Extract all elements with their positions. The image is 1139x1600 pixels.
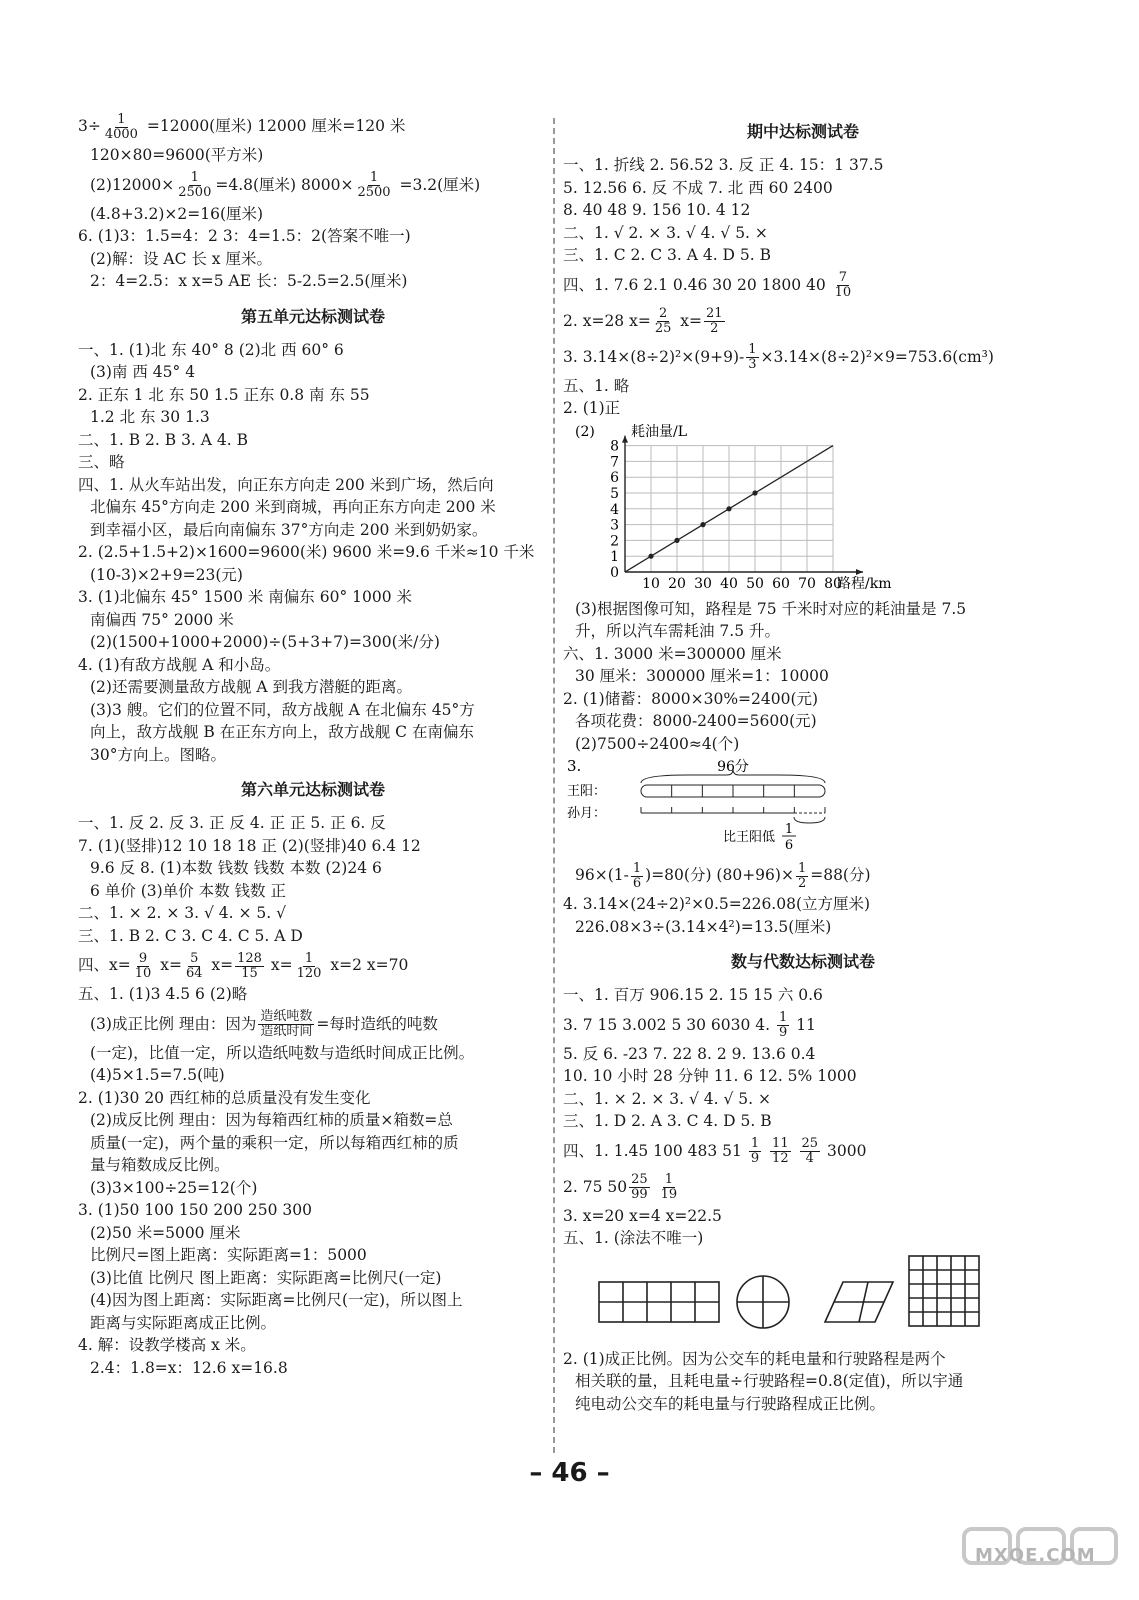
data-point: [700, 522, 705, 527]
answer-line: 二、1. B 2. B 3. A 4. B: [78, 430, 249, 449]
x-axis-label: 路程/km: [837, 575, 892, 592]
shading-shapes: [563, 1252, 983, 1342]
answer-line: 三、1. B 2. C 3. C 4. C 5. A D: [78, 926, 303, 945]
answer-line: 3. (1)50 100 150 200 250 300: [78, 1201, 312, 1219]
y-tick-label: 1: [610, 548, 619, 565]
data-point: [726, 506, 731, 511]
fraction: $\frac{1}{120}$: [296, 950, 322, 981]
total-label: 96分: [717, 759, 749, 775]
answer-line: 2. x=28 x= $\frac{2}{25}$ x= $\frac{21}{2}$: [563, 306, 723, 336]
section-title: 第五单元达标测试卷: [240, 306, 385, 326]
x-tick-label: 20: [668, 575, 686, 592]
fraction: $\frac{1}{2500}$: [357, 170, 391, 200]
answer-line: 一、1. (1)北 东 40° 8 (2)北 西 60° 6: [78, 340, 344, 359]
answer-line: 9.6 反 8. (1)本数 钱数 钱数 本数 (2)24 6: [90, 859, 382, 877]
answer-line: 96×(1- $\frac{1}{6}$ )=80(分) (80+96)× $\frac{1}{2}$ =88(分): [575, 860, 871, 891]
answer-line: (2)(1500+1000+2000)÷(5+3+7)=300(米/分): [90, 633, 440, 651]
fraction: $\frac{9}{10}$: [134, 950, 152, 981]
column-divider: [553, 118, 555, 1453]
x-tick-label: 80: [824, 575, 842, 592]
section-title: 数与代数达标测试卷: [730, 952, 875, 971]
answer-line: 10. 10 小时 28 分钟 11. 6 12. 5% 1000: [563, 1067, 857, 1085]
answer-line: 5. 反 6. -23 7. 22 8. 2 9. 13.6 0.4: [563, 1044, 816, 1063]
fraction: $\frac{1}{19}$: [660, 1172, 678, 1202]
y-tick-label: 7: [610, 453, 619, 470]
fraction: $\frac{25}{99}$: [631, 1172, 648, 1202]
fraction: $\frac{1}{3}$: [748, 342, 757, 372]
fraction: $\frac{128}{15}$: [237, 950, 262, 981]
answer-line: 3. x=20 x=4 x=22.5: [563, 1206, 722, 1225]
answer-line: 五、1. (1)3 4.5 6 (2)略: [78, 985, 248, 1003]
x-tick-label: 30: [694, 575, 712, 592]
fraction: $\frac{\text{造纸吨数}}{\text{造纸时间}}$: [260, 1009, 313, 1039]
y-arrow: [622, 435, 628, 442]
square-grid: [909, 1256, 979, 1326]
answer-line: 二、1. √ 2. × 3. √ 4. √ 5. ×: [563, 223, 768, 242]
fraction: $\frac{1}{9}$: [750, 1136, 760, 1166]
y-tick-label: 8: [610, 438, 619, 455]
fraction: $\frac{7}{10}$: [834, 270, 852, 300]
data-point: [648, 553, 653, 558]
answer-line: 226.08×3÷(3.14×4²)=13.5(厘米): [575, 917, 832, 936]
answer-line: 8. 40 48 9. 156 10. 4 12: [563, 201, 751, 219]
answer-line: (2)7500÷2400≈4(个): [575, 734, 740, 753]
watermark-text: MXQE.COM: [975, 1545, 1096, 1566]
answer-line: 各项花费：8000-2400=5600(元): [575, 712, 817, 730]
answer-line: 2. (1)正: [563, 399, 621, 417]
answer-line: 4. 解：设教学楼高 x 米。: [78, 1336, 256, 1354]
x-arrow: [856, 569, 863, 575]
answer-line: 6. (1)3：1.5=4：2 3：4=1.5：2(答案不唯一): [78, 227, 411, 245]
answer-line: (3)3×100÷25=12(个): [90, 1178, 258, 1197]
answer-line: (2)50 米=5000 厘米: [90, 1223, 241, 1242]
fraction: $\frac{11}{12}$: [772, 1136, 789, 1166]
answer-line: 相关联的量，且耗电量÷行驶路程=0.8(定值)，所以宇通: [575, 1372, 964, 1390]
answer-line: 一、1. 百万 906.15 2. 15 15 六 0.6: [563, 986, 823, 1004]
answer-line: 30 厘米：300000 厘米=1：10000: [575, 667, 829, 685]
answer-line: 一、1. 折线 2. 56.52 3. 反 正 4. 15：1 37.5: [563, 156, 884, 174]
fraction: $\frac{21}{2}$: [706, 306, 723, 336]
answer-line: 距离与实际距离成正比例。: [90, 1313, 277, 1332]
answer-line: 30°方向上。图略。: [90, 745, 226, 764]
answer-line: 六、1. 3000 米=300000 厘米: [563, 644, 782, 663]
graph-figure: [563, 422, 1043, 596]
answer-line: 升，所以汽车需耗油 7.5 升。: [575, 622, 781, 640]
answer-line: 三、1. C 2. C 3. A 4. D 5. B: [563, 246, 772, 264]
answer-line: 四、x= $\frac{9}{10}$ x= $\frac{5}{64}$ x= $\frac{128}{15}$ x= $\frac{1}{120}$ x=2 x=70: [78, 950, 409, 981]
diff-text: 比王阳低: [722, 830, 775, 845]
answer-line: 2. 75 50 $\frac{25}{99}$ $\frac{1}{19}$: [563, 1172, 678, 1202]
answer-line: 纯电动公交车的耗电量与行驶路程成正比例。: [575, 1394, 886, 1413]
answer-line: (4)因为图上距离：实际距离=比例尺(一定)，所以图上: [90, 1291, 463, 1309]
x-tick-label: 50: [746, 575, 764, 592]
answer-line: 2. (1)储蓄：8000×30%=2400(元): [563, 689, 819, 708]
answer-line: 四、1. 1.45 100 483 51 $\frac{1}{9}$ $\frac{11}{12}$ $\frac{25}{4}$ 3000: [563, 1136, 867, 1166]
answer-line: 一、1. 反 2. 反 3. 正 反 4. 正 正 5. 正 6. 反: [78, 814, 386, 832]
answer-line: 量与箱数成反比例。: [90, 1156, 230, 1174]
y-tick-label: 5: [610, 485, 619, 502]
answer-line: 2.4：1.8=x：12.6 x=16.8: [90, 1358, 288, 1377]
answer-line: 二、1. × 2. × 3. √ 4. √ 5. ×: [563, 1089, 772, 1108]
y-tick-label: 4: [610, 501, 619, 518]
page-number: – 46 –: [529, 1458, 610, 1488]
answer-line: (2)12000× $\frac{1}{2500}$ =4.8(厘米) 8000× $\frac{1}{2500}$ =3.2(厘米): [90, 170, 481, 200]
answer-line: 4. (1)有敌方战舰 A 和小岛。: [78, 655, 281, 674]
fraction: $\frac{1}{9}$: [778, 1010, 788, 1040]
answer-line: (3)成正比例 理由：因为 $\frac{\text{造纸吨数}}{\text{造纸时间}}$ =每时造纸的吨数: [90, 1009, 438, 1039]
x-tick-label: 60: [772, 575, 790, 592]
fraction: $\frac{25}{4}$: [801, 1136, 819, 1166]
answer-line: 三、略: [78, 453, 125, 471]
answer-line: 向上，敌方战舰 B 在正东方向上，敌方战舰 C 在南偏东: [90, 723, 474, 741]
fraction: $\frac{1}{2}$: [797, 860, 807, 891]
data-point: [674, 537, 679, 542]
y-tick-label: 6: [610, 469, 619, 486]
section-title: 第六单元达标测试卷: [240, 780, 385, 799]
answer-line: 5. 12.56 6. 反 不成 7. 北 西 60 2400: [563, 178, 833, 197]
right-column: [563, 108, 1043, 1415]
x-tick-label: 10: [642, 575, 660, 592]
segment-figure: [563, 757, 1043, 855]
answer-line: 五、1. (涂法不唯一): [563, 1229, 704, 1247]
answer-line: (4)5×1.5=7.5(吨): [90, 1066, 225, 1084]
answer-line: 2. (1)30 20 西红柿的总质量没有发生变化: [78, 1088, 371, 1107]
answer-line: 3÷ $\frac{1}{4000}$ =12000(厘米) 12000 厘米=120 米: [78, 111, 406, 142]
answer-line: 到幸福小区，最后向南偏东 37°方向走 200 米到奶奶家。: [90, 520, 488, 539]
shapes-figure: [563, 1252, 1043, 1346]
answer-line: 2. (1)成正比例。因为公交车的耗电量和行驶路程是两个: [563, 1349, 946, 1368]
answer-line: 质量(一定)，两个量的乘积一定，所以每箱西红柿的质: [90, 1133, 459, 1152]
answer-line: (2)成反比例 理由：因为每箱西红柿的质量×箱数=总: [90, 1111, 453, 1129]
answer-line: 4. 3.14×(24÷2)²×0.5=226.08(立方厘米): [563, 895, 871, 913]
answer-line: 2. 正东 1 北 东 50 1.5 正东 0.8 南 东 55: [78, 385, 370, 404]
segment-diagram: [563, 757, 853, 851]
y-tick-label: 2: [610, 532, 619, 549]
x-tick-label: 70: [798, 575, 816, 592]
answer-line: 五、1. 略: [563, 376, 630, 395]
y-axis-label: 耗油量/L: [631, 423, 688, 440]
answer-line: 2. (2.5+1.5+2)×1600=9600(米) 9600 米=9.6 千米≈10 千米: [78, 543, 535, 561]
diff-brace: [794, 817, 825, 823]
answer-line: 3. (1)北偏东 45° 1500 米 南偏东 60° 1000 米: [78, 588, 412, 606]
diff-num: 1: [784, 822, 794, 837]
answer-line: (3)3 艘。它们的位置不同，敌方战舰 A 在北偏东 45°方: [90, 700, 475, 719]
row1-label: 王阳：: [567, 784, 607, 799]
answer-line: 四、1. 从火车站出发，向正东方向走 200 米到广场，然后向: [78, 475, 494, 494]
answer-line: 二、1. × 2. × 3. √ 4. × 5. √: [78, 904, 287, 922]
answer-line: 3. 3.14×(8÷2)²×(9+9)- $\frac{1}{3}$ ×3.14×(8÷2)²×9=753.6(cm³): [563, 342, 994, 372]
fraction: $\frac{2}{25}$: [654, 306, 672, 336]
data-point: [752, 490, 757, 495]
answer-line: 7. (1)(竖排)12 10 18 18 正 (2)(竖排)40 6.4 12: [78, 836, 421, 855]
problem-number: 3.: [567, 757, 582, 775]
answer-line: 南偏西 75° 2000 米: [90, 610, 234, 629]
graph-sub-label: (2): [575, 423, 595, 440]
fraction: $\frac{1}{2500}$: [178, 170, 212, 200]
fraction: $\frac{5}{64}$: [185, 950, 203, 981]
answer-line: 1.2 北 东 30 1.3: [90, 408, 210, 426]
diff-den: 6: [784, 838, 794, 853]
answer-line: (3)南 西 45° 4: [90, 363, 196, 381]
answer-line: (2)解：设 AC 长 x 厘米。: [90, 249, 272, 268]
fraction: $\frac{1}{4000}$: [104, 111, 138, 142]
x-tick-label: 40: [720, 575, 738, 592]
y-tick-label: 3: [610, 517, 619, 534]
answer-line: 6 单价 (3)单价 本数 钱数 正: [90, 881, 286, 900]
fuel-graph: [563, 422, 892, 592]
total-brace: [641, 769, 825, 783]
answer-line: 120×80=9600(平方米): [90, 146, 264, 164]
answer-line: 比例尺=图上距离：实际距离=1：5000: [90, 1246, 367, 1264]
answer-line: (3)比值 比例尺 图上距离：实际距离=比例尺(一定): [90, 1268, 442, 1287]
answer-line: 三、1. D 2. A 3. C 4. D 5. B: [563, 1112, 772, 1130]
answer-line: 四、1. 7.6 2.1 0.46 30 20 1800 40 $\frac{7}{10}$: [563, 270, 852, 300]
origin-label: 0: [610, 564, 619, 581]
answer-line: (2)还需要测量敌方战舰 A 到我方潜艇的距离。: [90, 678, 413, 696]
section-title: 期中达标测试卷: [746, 122, 859, 141]
row2-label: 孙月：: [567, 806, 607, 821]
answer-line: 北偏东 45°方向走 200 米到商城，再向正东方向走 200 米: [90, 498, 496, 516]
answer-line: 2：4=2.5：x x=5 AE 长：5-2.5=2.5(厘米): [90, 272, 408, 290]
answer-line: (10-3)×2+9=23(元): [90, 565, 243, 584]
answer-line: 3. 7 15 3.002 5 30 6030 4. $\frac{1}{9}$ 11: [563, 1010, 816, 1040]
fraction: $\frac{1}{6}$: [632, 860, 642, 891]
left-column: [78, 108, 548, 1379]
answer-line: (3)根据图像可知，路程是 75 千米时对应的耗油量是 7.5: [575, 599, 967, 618]
answer-line: (一定)，比值一定，所以造纸吨数与造纸时间成正比例。: [90, 1043, 475, 1062]
answer-line: (4.8+3.2)×2=16(厘米): [90, 204, 264, 223]
